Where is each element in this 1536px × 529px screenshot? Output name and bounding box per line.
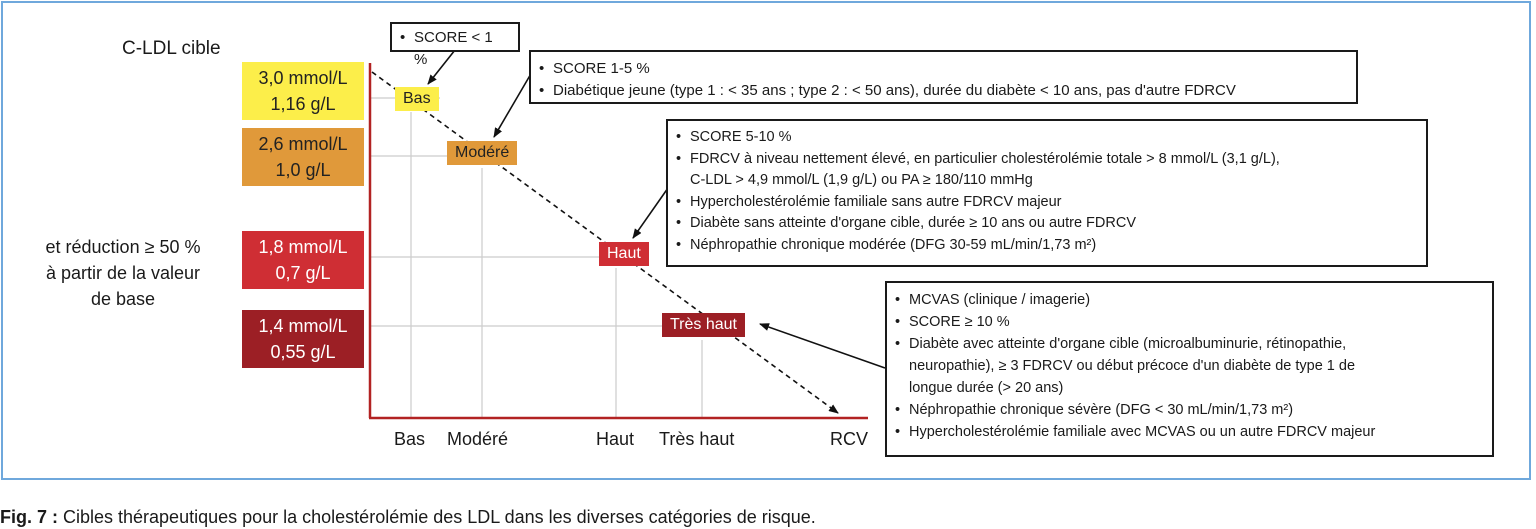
callout-moderate xyxy=(529,50,1358,104)
risk-label-very-high: Très haut xyxy=(662,313,745,337)
callout-item: • SCORE 1-5 % xyxy=(539,58,1348,80)
reduction-line-1: et réduction ≥ 50 % xyxy=(45,237,201,257)
callout-arrow-very-high xyxy=(760,324,885,368)
callout-item: • SCORE < 1 % xyxy=(400,27,510,70)
callout-item: • Hypercholestérolémie familiale avec MCVAS ou un autre FDRCV majeur xyxy=(895,421,1484,443)
reduction-line-2: à partir de la valeur xyxy=(45,263,201,283)
callout-low xyxy=(390,22,520,68)
callout-item: • FDRCV à niveau nettement élevé, en particulier cholestérolémie totale > 8 mmol/L (3,1 g/L), xyxy=(676,149,1418,171)
x-axis-title: RCV xyxy=(830,429,869,449)
callout-item: • Néphropathie chronique modérée (DFG 30-59 mL/min/1,73 m²) xyxy=(676,235,1418,257)
callout-item: • Néphropathie chronique sévère (DFG < 30 mL/min/1,73 m²) xyxy=(895,399,1484,421)
callout-item: • Diabétique jeune (type 1 : < 35 ans ; type 2 : < 50 ans), durée du diabète < 10 ans, pas d'autre FDRCV xyxy=(539,80,1348,102)
risk-label-high: Haut xyxy=(599,242,649,266)
target-gl: 0,55 g/L xyxy=(270,342,336,362)
risk-label-moderate: Modéré xyxy=(447,141,517,165)
target-gl: 1,0 g/L xyxy=(275,160,331,180)
caption-text: Cibles thérapeutiques pour la cholestérolémie des LDL dans les diverses catégories de risque. xyxy=(58,507,816,527)
callout-item: • Diabète sans atteinte d'organe cible, durée ≥ 10 ans ou autre FDRCV xyxy=(676,213,1418,235)
callout-item: • SCORE 5-10 % xyxy=(676,127,1418,149)
callout-very-high xyxy=(885,281,1494,457)
x-tick-very-high: Très haut xyxy=(659,429,735,449)
target-gl: 1,16 g/L xyxy=(270,94,336,114)
target-mmol: 1,8 mmol/L xyxy=(258,237,348,257)
callout-item: C-LDL > 4,9 mmol/L (1,9 g/L) ou PA ≥ 180/110 mmHg xyxy=(690,172,1033,188)
target-mmol: 2,6 mmol/L xyxy=(258,134,348,154)
callout-item: longue durée (> 20 ans) xyxy=(909,380,1064,396)
callout-high xyxy=(666,119,1428,267)
callout-item: • SCORE ≥ 10 % xyxy=(895,311,1484,333)
y-axis-title: C-LDL cible xyxy=(122,38,221,59)
caption-label: Fig. 7 : xyxy=(0,507,58,527)
callout-item: • MCVAS (clinique / imagerie) xyxy=(895,289,1484,311)
x-tick-high: Haut xyxy=(596,429,635,449)
risk-label-low: Bas xyxy=(395,87,439,111)
target-mmol: 1,4 mmol/L xyxy=(258,316,348,336)
callout-item: • Diabète avec atteinte d'organe cible (microalbuminurie, rétinopathie, xyxy=(895,333,1484,355)
figure-caption xyxy=(0,507,816,528)
callout-arrow-high xyxy=(633,188,668,238)
callout-arrow-moderate xyxy=(494,72,532,137)
x-tick-moderate: Modéré xyxy=(447,429,509,449)
x-tick-low: Bas xyxy=(394,429,426,449)
callout-item: neuropathie), ≥ 3 FDRCV ou début précoce d'un diabète de type 1 de xyxy=(909,358,1356,374)
target-mmol: 3,0 mmol/L xyxy=(258,68,348,88)
reduction-line-3: de base xyxy=(90,289,156,309)
callout-item: • Hypercholestérolémie familiale sans autre FDRCV majeur xyxy=(676,192,1418,214)
target-gl: 0,7 g/L xyxy=(275,263,331,283)
grid xyxy=(370,98,702,418)
